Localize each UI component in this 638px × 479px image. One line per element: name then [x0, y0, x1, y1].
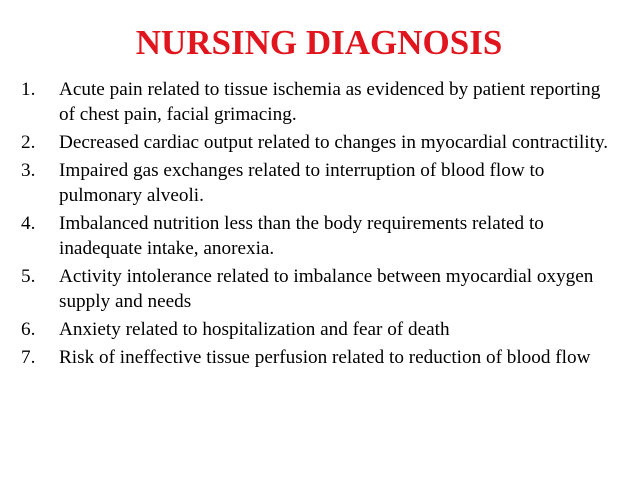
list-item-text: Acute pain related to tissue ischemia as evidenced by patient reporting of chest pain, facial grimacing.	[59, 79, 601, 125]
list-item-number: 4.	[21, 213, 36, 234]
list-item-text: Risk of ineffective tissue perfusion related to reduction of blood flow	[59, 347, 591, 368]
list-item-text: Imbalanced nutrition less than the body requirements related to inadequate intake, anorexia.	[59, 213, 544, 259]
list-item-text: Decreased cardiac output related to changes in myocardial contractility.	[59, 132, 609, 153]
list-item	[0, 345, 638, 370]
list-item	[0, 158, 638, 208]
list-item-number: 1.	[21, 79, 36, 100]
list-item	[0, 77, 638, 127]
slide-title: NURSING DIAGNOSIS	[135, 23, 503, 62]
list-item	[0, 130, 638, 155]
list-item-text: Impaired gas exchanges related to interruption of blood flow to pulmonary alveoli.	[59, 160, 545, 206]
list-item	[0, 211, 638, 261]
list-item	[0, 317, 638, 342]
list-item-number: 3.	[21, 160, 36, 181]
list-item-text: Anxiety related to hospitalization and fear of death	[59, 319, 450, 340]
list-item-text: Activity intolerance related to imbalance between myocardial oxygen supply and needs	[59, 266, 594, 312]
list-item-number: 2.	[21, 132, 36, 153]
list-item-number: 6.	[21, 319, 36, 340]
list-item-number: 5.	[21, 266, 36, 287]
list-item	[0, 264, 638, 314]
list-item-number: 7.	[21, 347, 36, 368]
diagnosis-list	[0, 77, 638, 373]
